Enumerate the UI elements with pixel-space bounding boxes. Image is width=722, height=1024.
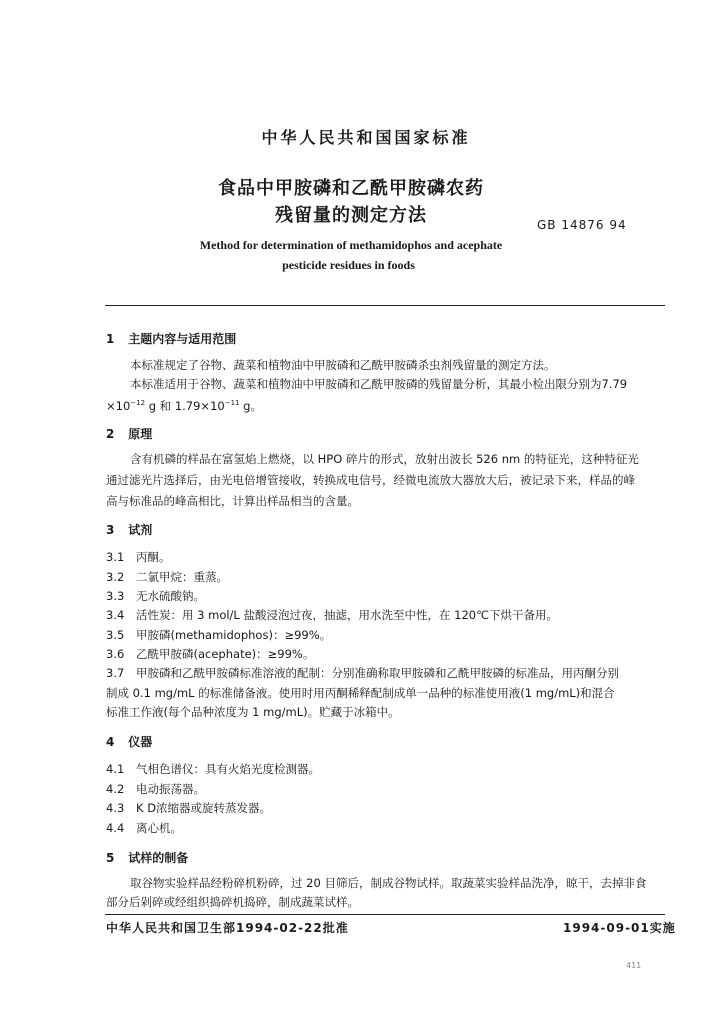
document-title-line2: 残留量的测定方法	[275, 205, 427, 226]
reagent-item-7-line2: 制成 0.1 mg/mL 的标准储备液。使用时用丙酮稀释配制成单一品种的标准使用液(1 mg/mL)和混合	[106, 686, 615, 700]
item-number: 4.2	[106, 782, 125, 796]
reagent-item	[106, 665, 619, 681]
item-number: 3.6	[106, 647, 125, 661]
section-title: 原理	[128, 427, 153, 441]
instrument-item	[106, 761, 320, 777]
section-3-heading	[106, 521, 152, 538]
section-2-line3: 高与标准品的峰高相比，计算出样品相当的含量。	[106, 494, 359, 508]
item-number: 3.2	[106, 570, 125, 584]
item-number: 4.3	[106, 801, 125, 815]
reagent-item	[106, 646, 314, 662]
reagent-item	[106, 588, 205, 604]
item-text: 甲胺磷和乙酰甲胺磷标准溶液的配制：分别准确称取甲胺磷和乙酰甲胺磷的标准品，用丙酮分别	[136, 666, 619, 680]
item-text: 电动振荡器。	[136, 782, 205, 796]
exponent: −11	[224, 399, 240, 407]
section-1-heading	[106, 330, 236, 347]
item-number: 3.7	[106, 666, 125, 680]
reagent-item	[106, 607, 558, 623]
item-text: 乙酰甲胺磷(acephate)：≥99%。	[136, 647, 315, 661]
instrument-item	[106, 781, 205, 797]
reagent-item	[106, 549, 171, 565]
item-text: 二氯甲烷：重蒸。	[136, 570, 228, 584]
instrument-item	[106, 820, 182, 836]
reagent-item	[106, 569, 228, 585]
item-text: 离心机。	[136, 821, 182, 835]
section-2-line1: 含有机磷的样品在富氢焰上燃烧，以 HPO 碎片的形式，放射出波长 526 nm 的特征光，这种特征光	[130, 452, 639, 466]
text-fragment: g。	[243, 398, 262, 413]
item-text: 无水硫酸钠。	[136, 589, 205, 603]
section-number: 1	[106, 332, 115, 346]
item-number: 3.4	[106, 608, 125, 622]
section-1-para1: 本标准规定了谷物、蔬菜和植物油中甲胺磷和乙酰甲胺磷杀虫剂残留量的测定方法。	[130, 358, 556, 372]
standard-code: GB 14876 94	[537, 218, 627, 232]
item-number: 3.3	[106, 589, 125, 603]
page-number: 411	[626, 961, 642, 970]
section-title: 仪器	[128, 735, 153, 749]
document-title-line1: 食品中甲胺磷和乙酰甲胺磷农药	[218, 178, 484, 199]
item-number: 3.5	[106, 628, 125, 642]
item-text: 丙酮。	[136, 550, 171, 564]
text-fragment: ×10	[106, 398, 131, 413]
header-divider	[105, 305, 665, 306]
item-number: 3.1	[106, 550, 125, 564]
section-number: 4	[106, 735, 115, 749]
section-2-line2: 通过滤光片选择后，由光电倍增管接收，转换成电信号，经微电流放大器放大后，被记录下来，样品的峰	[106, 473, 635, 487]
item-number: 4.4	[106, 821, 125, 835]
section-number: 2	[106, 427, 115, 441]
section-5-line1: 取谷物实验样品经粉碎机粉碎，过 20 目筛后，制成谷物试样。取蔬菜实验样品洗净，晾干，去掉非食	[130, 876, 647, 890]
reagent-item	[106, 627, 331, 643]
exponent: −12	[130, 399, 146, 407]
section-5-heading	[106, 849, 188, 866]
section-2-heading	[106, 425, 152, 442]
text-fragment: g 和 1.79×10	[148, 398, 225, 413]
footer-divider	[105, 914, 665, 915]
english-title-line1: Method for determination of methamidophos and acephate	[199, 238, 503, 252]
section-title: 试剂	[128, 523, 153, 537]
item-text: K D浓缩器或旋转蒸发器。	[136, 801, 272, 815]
effective-date: 1994-09-01实施	[563, 921, 676, 935]
item-number: 4.1	[106, 762, 125, 776]
section-title: 试样的制备	[128, 851, 189, 865]
standard-org-heading: 中华人民共和国国家标准	[261, 128, 471, 147]
item-text: 甲胺磷(methamidophos)：≥99%。	[136, 628, 332, 642]
section-number: 5	[106, 851, 115, 865]
approval-notice: 中华人民共和国卫生部1994-02-22批准	[106, 921, 349, 935]
item-text: 气相色谱仪：具有火焰光度检测器。	[136, 762, 320, 776]
section-4-heading	[106, 733, 152, 750]
section-1-para2-line1: 本标准适用于谷物、蔬菜和植物油中甲胺磷和乙酰甲胺磷的残留量分析，其最小检出限分别为7.79	[130, 377, 628, 391]
section-number: 3	[106, 523, 115, 537]
section-5-line2: 部分后剁碎或经组织捣碎机捣碎，制成蔬菜试样。	[106, 895, 359, 909]
instrument-item	[106, 800, 271, 816]
english-title-line2: pesticide residues in foods	[282, 258, 415, 272]
item-text: 活性炭：用 3 mol/L 盐酸浸泡过夜，抽滤，用水洗至中性，在 120℃下烘干备用。	[136, 608, 559, 622]
section-title: 主题内容与适用范围	[128, 332, 237, 346]
section-1-para2-line2	[106, 394, 262, 416]
reagent-item-7-line3: 标准工作液(每个品种浓度为 1 mg/mL)。贮藏于冰箱中。	[106, 705, 400, 719]
